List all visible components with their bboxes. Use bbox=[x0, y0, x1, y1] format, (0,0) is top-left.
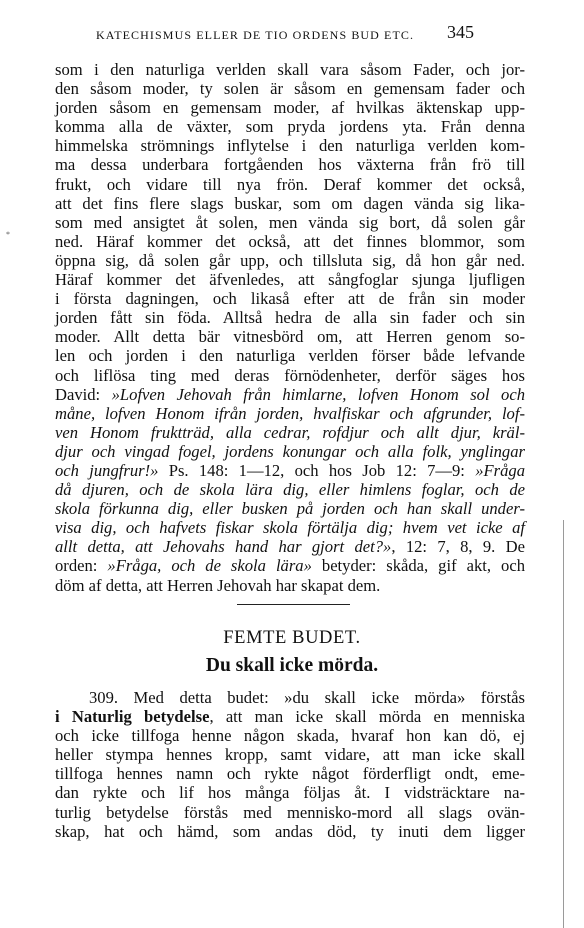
text-line bbox=[55, 136, 525, 155]
text-line bbox=[55, 499, 525, 518]
text-line bbox=[55, 745, 525, 764]
text-line bbox=[55, 327, 525, 346]
text-line bbox=[55, 461, 525, 480]
text-span: Häraf kommer det äfvenledes, att sångfoglar sjunga ljufligen bbox=[55, 270, 525, 290]
text-span: skap, hat och hämd, som andas död, ty inuti dem ligger bbox=[55, 821, 525, 841]
text-span: , att man icke skall mörda en menniska bbox=[209, 707, 525, 727]
margin-mark: * bbox=[6, 230, 10, 239]
page-number: 345 bbox=[447, 22, 474, 42]
text-span: David: bbox=[55, 384, 112, 404]
text-span: döm af detta, att Herren Jehovah har skapat dem. bbox=[55, 575, 381, 595]
italic-text: »Fråga, och de skola lära» bbox=[107, 556, 312, 576]
text-line bbox=[55, 366, 525, 385]
text-span: Ps. 148: 1—12, och hos Job 12: 7—9: bbox=[158, 460, 476, 480]
text-line bbox=[55, 442, 525, 461]
italic-text: visa dig, och hafvets fiskar skola förtälja dig; hvem vet icke af bbox=[55, 518, 525, 538]
italic-text: »Lofven Jehovah från himlarne, lofven Honom sol och bbox=[111, 384, 525, 404]
running-head: KATECHISMUS ELLER DE TIO ORDENS BUD ETC. bbox=[96, 28, 415, 42]
text-line bbox=[55, 79, 525, 98]
text-span: betyder: skåda, gif akt, och bbox=[311, 556, 525, 576]
text-span: som med ansigtet åt solen, men vända sig bort, då solen går bbox=[55, 212, 525, 232]
commandment-title: Du skall icke mörda. bbox=[205, 655, 379, 676]
italic-text: djur och vingad fogel, jordens konungar och alla folk, ynglingar bbox=[55, 441, 525, 461]
italic-text: »Fråga bbox=[475, 460, 525, 480]
text-line bbox=[55, 346, 525, 365]
text-line bbox=[55, 688, 525, 707]
text-line bbox=[55, 726, 525, 745]
italic-text: ven Honom fruktträd, alla cedrar, rofdjur och allt djur, kräl- bbox=[55, 422, 525, 442]
text-span: öppna sig, då solen går upp, och tillsluta sig, då hon går ned. bbox=[55, 250, 525, 270]
text-span: och liflösa ting med deras förnödenheter, derför säges hos bbox=[55, 365, 525, 385]
text-span: ned. Häraf kommer det också, att det finnes blommor, som bbox=[55, 231, 525, 251]
text-line bbox=[55, 213, 525, 232]
italic-text: då djuren, och de skola lära dig, eller himlens foglar, och de bbox=[55, 480, 525, 500]
paragraph-309 bbox=[55, 688, 525, 841]
text-span: och icke tillfoga henne någon skada, hvaraf hon kan dö, ej bbox=[55, 726, 525, 746]
text-span: , 12: 7, 8, 9. De bbox=[391, 537, 525, 557]
text-line bbox=[55, 537, 525, 556]
text-line bbox=[55, 518, 525, 537]
text-line bbox=[55, 404, 525, 423]
text-line bbox=[55, 289, 525, 308]
text-line bbox=[55, 270, 525, 289]
italic-text: allt detta, att Jehovahs hand har gjort det?» bbox=[55, 537, 392, 557]
text-line bbox=[55, 576, 525, 595]
text-line bbox=[55, 556, 525, 575]
text-span: den såsom moder, ty solen är såsom en gemensam fader och bbox=[55, 79, 525, 99]
text-span: 309. Med detta budet: »du skall icke mörda» förstås bbox=[89, 688, 525, 707]
text-span: frukt, och vidare till nya frön. Deraf kommer det också, bbox=[55, 174, 525, 194]
text-line bbox=[55, 308, 525, 327]
text-span: turlig betydelse förstås med mennisko-mord all slags ovän- bbox=[55, 802, 525, 822]
text-line bbox=[55, 423, 525, 442]
text-span: komma alla de växter, som pryda jordens yta. Från denna bbox=[55, 117, 525, 137]
text-span: himmelska strömnings inflytelse i den naturliga verlden kom- bbox=[55, 136, 525, 156]
page-edge-line bbox=[563, 520, 564, 928]
text-span: jorden fått sin föda. Alltså hedra de alla sin fader och sin bbox=[55, 308, 525, 328]
text-line bbox=[55, 385, 525, 404]
text-span: att det fins flere slags buskar, som om dagen vända sig lika- bbox=[55, 193, 525, 213]
italic-text: skola förkunna dig, eller busken på jorden och han skall under- bbox=[55, 499, 525, 519]
text-span: tillfoga hennes namn och rykte något förderfligt ondt, eme- bbox=[55, 764, 525, 784]
text-span: dan rykte och lif hos många följas åt. I vidsträcktare na- bbox=[55, 783, 525, 803]
text-line bbox=[55, 251, 525, 270]
section-heading: FEMTE BUDET. bbox=[223, 628, 361, 648]
text-line bbox=[55, 822, 525, 841]
text-line bbox=[55, 194, 525, 213]
text-span: heller stympa hennes kropp, samt vidare, att man icke skall bbox=[55, 745, 525, 765]
text-line bbox=[55, 803, 525, 822]
text-span: orden: bbox=[55, 556, 108, 576]
text-line bbox=[55, 155, 525, 174]
italic-text: och jungfrur!» bbox=[55, 460, 159, 480]
text-span: len och jorden i den naturliga verlden förser både lefvande bbox=[55, 346, 525, 366]
text-line bbox=[55, 707, 525, 726]
italic-text: måne, lofven Honom ifrån jorden, hvalfiskar och afgrunder, lof- bbox=[55, 403, 525, 423]
body-text-block bbox=[55, 60, 525, 595]
text-line bbox=[55, 175, 525, 194]
section-divider bbox=[237, 604, 350, 605]
text-span: i första dagningen, och likaså efter att de från sin moder bbox=[55, 289, 525, 309]
text-span: ma dessa underbara fortgåenden hos växterna från frö till bbox=[55, 155, 525, 175]
text-line bbox=[55, 117, 525, 136]
text-span: jorden såsom en gemensam moder, af hvilkas äktenskap upp- bbox=[55, 98, 525, 118]
text-line bbox=[55, 232, 525, 251]
text-span: som i den naturliga verlden skall vara såsom Fader, och jor- bbox=[55, 60, 525, 79]
text-line bbox=[55, 764, 525, 783]
text-span: moder. Allt detta bär vitnesbörd om, att Herren genom so- bbox=[55, 327, 525, 347]
bold-text: i Naturlig betydelse bbox=[55, 707, 210, 727]
text-line bbox=[55, 60, 525, 79]
text-line bbox=[55, 480, 525, 499]
text-line bbox=[55, 98, 525, 117]
text-line bbox=[55, 783, 525, 802]
